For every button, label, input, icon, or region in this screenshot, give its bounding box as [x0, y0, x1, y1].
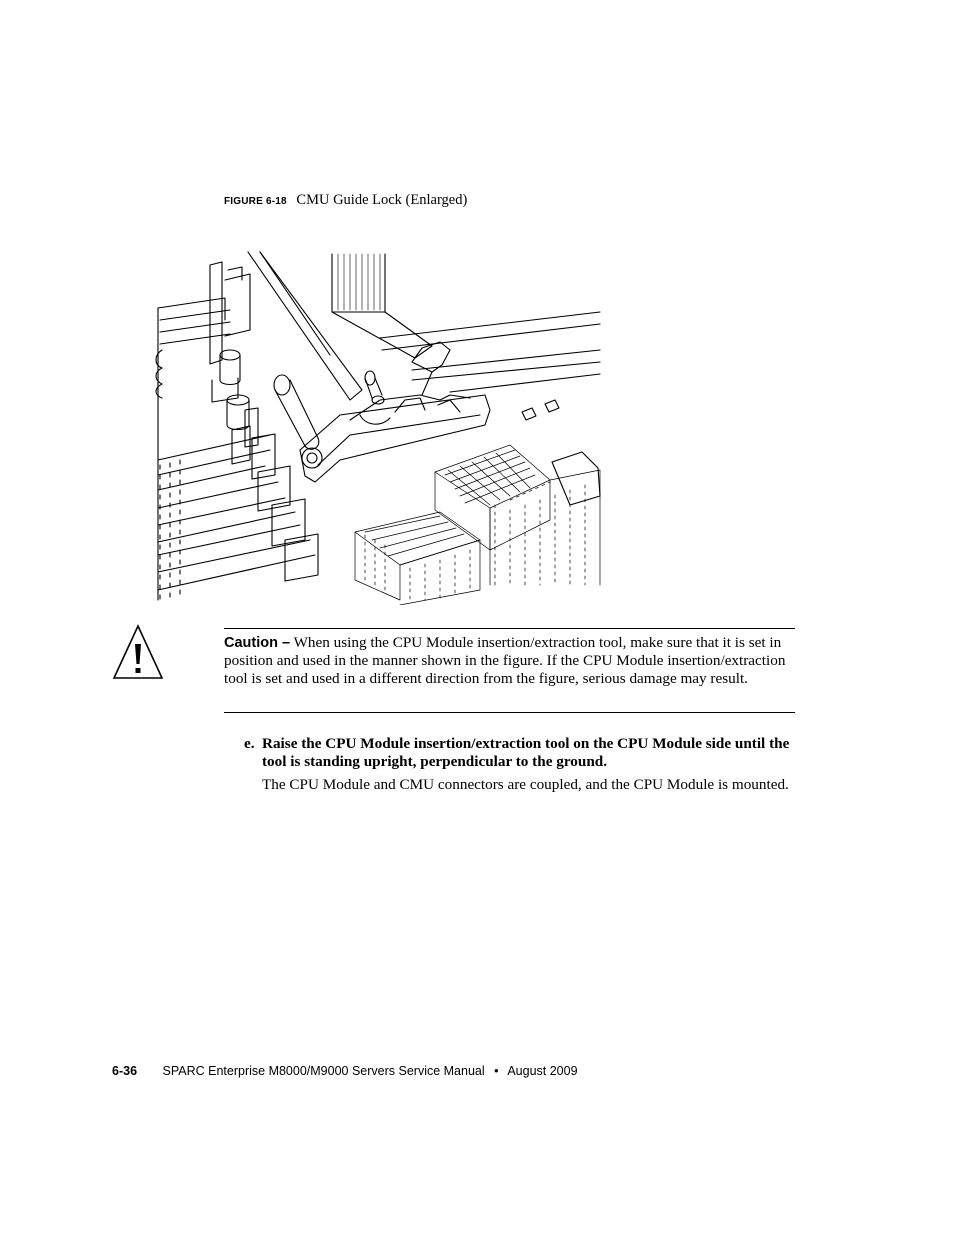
caution-bottom-rule: [224, 712, 795, 713]
footer-separator: •: [494, 1064, 499, 1078]
step-result: The CPU Module and CMU connectors are coupled, and the CPU Module is mounted.: [262, 776, 789, 793]
page-number: 6-36: [112, 1064, 138, 1078]
figure-label: FIGURE 6-18: [224, 196, 287, 207]
publication-date: August 2009: [507, 1064, 578, 1078]
step-instruction: Raise the CPU Module insertion/extraction tool on the CPU Module side until the tool is standing upright, perpendicular to the ground.: [262, 735, 790, 770]
caution-note: [224, 634, 796, 688]
warning-triangle-icon: [112, 624, 164, 680]
figure-title: CMU Guide Lock (Enlarged): [296, 192, 468, 208]
caution-text: When using the CPU Module insertion/extraction tool, make sure that it is set in position and used in the manner shown in the figure. If the CPU Module insertion/extraction tool is set and used in a different direction from the figure, serious damage may result.: [224, 634, 786, 687]
caution-top-rule: [224, 628, 795, 629]
manual-title: SPARC Enterprise M8000/M9000 Servers Service Manual: [162, 1064, 485, 1078]
page-footer: [112, 1064, 578, 1078]
caution-label: Caution –: [224, 635, 291, 651]
step-letter: e.: [244, 735, 255, 752]
figure-caption: [224, 192, 467, 209]
cmu-guide-lock-illustration: [150, 250, 610, 605]
